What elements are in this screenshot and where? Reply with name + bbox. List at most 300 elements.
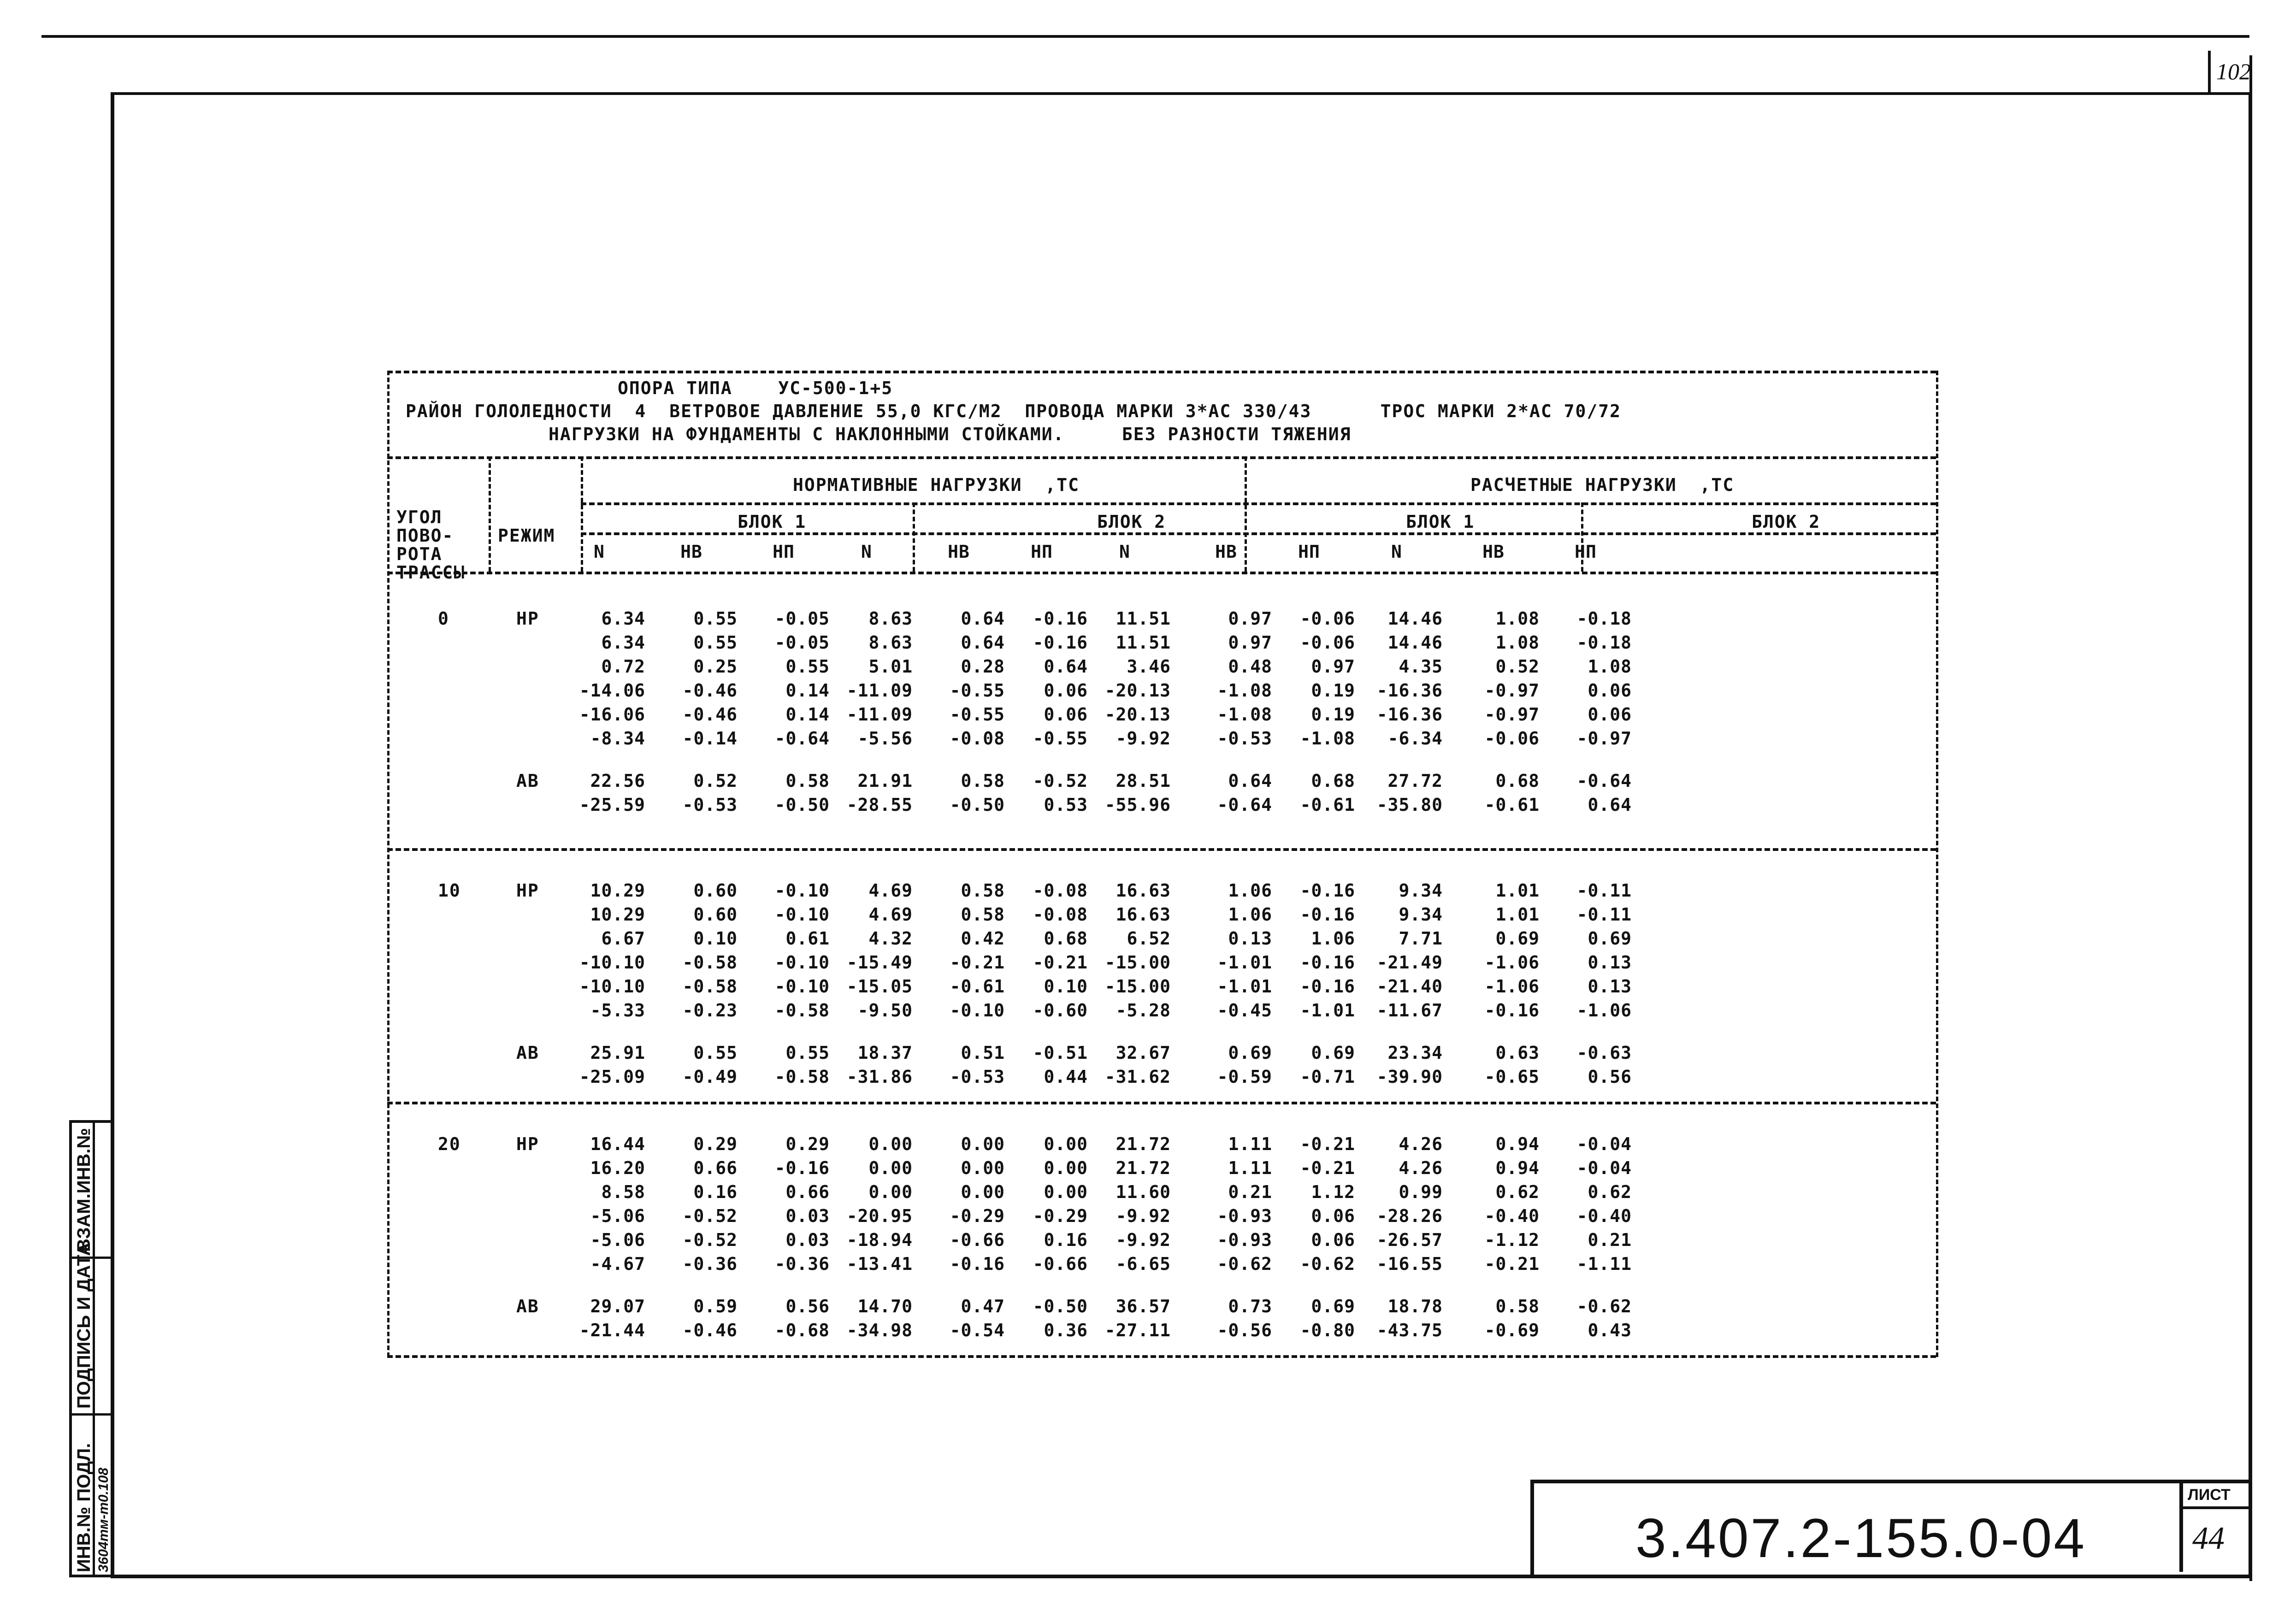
table-cell: -55.96 — [1104, 795, 1171, 815]
subheader-separator-2 — [581, 532, 1936, 535]
table-cell: -0.52 — [682, 1206, 738, 1226]
table-cell: 0.00 — [1044, 1182, 1088, 1202]
table-cell: 0.21 — [1228, 1182, 1272, 1202]
table-cell: 0.25 — [693, 656, 738, 677]
table-cell: 0.43 — [1588, 1320, 1632, 1340]
table-cell: -13.41 — [846, 1254, 913, 1274]
table-cell: -27.11 — [1104, 1320, 1171, 1340]
table-cell: -9.92 — [1116, 1206, 1171, 1226]
table-cell: -35.80 — [1376, 795, 1443, 815]
table-cell: -16.06 — [579, 704, 645, 725]
table-cell: 16.63 — [1116, 880, 1171, 901]
table-cell: 3.46 — [1127, 656, 1171, 677]
table-cell: -0.06 — [1300, 632, 1355, 653]
table-cell: -0.50 — [1033, 1296, 1088, 1316]
table-cell: -0.16 — [950, 1254, 1005, 1274]
table-cell: 0.55 — [785, 656, 830, 677]
table-cell: 5.01 — [868, 656, 913, 677]
top-border — [387, 371, 1936, 373]
vzam-label: ВЗАМ.ИНВ.№ — [74, 1128, 94, 1252]
right-outer-line — [2249, 55, 2252, 1581]
normative-label: НОРМАТИВНЫЕ НАГРУЗКИ ,ТС — [793, 475, 1080, 495]
table-cell: -0.16 — [1300, 880, 1355, 901]
subheader-12: НП — [1575, 542, 1597, 562]
table-cell: -0.53 — [682, 795, 738, 815]
table-cell: -0.97 — [1576, 728, 1632, 749]
angle-label-4: ТРАССЫ — [396, 562, 466, 583]
table-cell: 0.48 — [1228, 656, 1272, 677]
table-cell: 4.26 — [1399, 1134, 1443, 1154]
table-cell: -0.16 — [774, 1158, 830, 1178]
table-cell: -0.62 — [1576, 1296, 1632, 1316]
table-cell: -1.01 — [1217, 952, 1272, 973]
table-cell: -0.06 — [1300, 608, 1355, 629]
table-cell: -0.16 — [1033, 608, 1088, 629]
table-cell: 27.72 — [1387, 771, 1443, 791]
table-cell: 1.11 — [1228, 1158, 1272, 1178]
table-cell: -0.21 — [1300, 1134, 1355, 1154]
table-cell: 1.01 — [1495, 904, 1540, 925]
table-cell: 6.34 — [601, 608, 645, 629]
table-cell: -0.49 — [682, 1067, 738, 1087]
table-cell: -0.10 — [774, 976, 830, 997]
table-cell: 0.64 — [961, 632, 1005, 653]
table-cell: 1.08 — [1495, 608, 1540, 629]
table-cell: 0.47 — [961, 1296, 1005, 1316]
table-cell: -0.66 — [950, 1230, 1005, 1250]
table-cell: -1.12 — [1484, 1230, 1540, 1250]
table-cell: -0.10 — [774, 952, 830, 973]
table-cell: -0.08 — [1033, 880, 1088, 901]
group-separator-2 — [387, 1102, 1936, 1104]
table-cell: -11.09 — [846, 680, 913, 701]
table-cell: -0.62 — [1300, 1254, 1355, 1274]
table-cell: 0.66 — [693, 1158, 738, 1178]
top-sheet-number: 102 — [2216, 59, 2251, 84]
table-cell: 0.55 — [693, 632, 738, 653]
table-cell: -43.75 — [1376, 1320, 1443, 1340]
sign-label: ПОДПИСЬ И ДАТА — [74, 1242, 94, 1409]
table-cell: -25.59 — [579, 795, 645, 815]
mode-value: АВ — [516, 1043, 539, 1063]
table-cell: -9.92 — [1116, 728, 1171, 749]
table-cell: 0.10 — [693, 928, 738, 949]
table-cell: 0.03 — [785, 1206, 830, 1226]
table-cell: 0.62 — [1495, 1182, 1540, 1202]
design-block2-label: БЛОК 2 — [1752, 512, 1821, 532]
table-cell: 0.13 — [1228, 928, 1272, 949]
table-cell: 0.64 — [1228, 771, 1272, 791]
table-cell: 0.56 — [785, 1296, 830, 1316]
table-cell: 0.06 — [1044, 704, 1088, 725]
table-cell: 0.69 — [1588, 928, 1632, 949]
table-cell: 4.35 — [1399, 656, 1443, 677]
table-cell: 0.16 — [1044, 1230, 1088, 1250]
table-cell: 16.63 — [1116, 904, 1171, 925]
table-cell: -0.06 — [1484, 728, 1540, 749]
header-separator — [387, 456, 1936, 459]
table-cell: 22.56 — [590, 771, 645, 791]
table-cell: -1.08 — [1217, 680, 1272, 701]
table-cell: 4.32 — [868, 928, 913, 949]
table-cell: 4.69 — [868, 880, 913, 901]
table-cell: -16.55 — [1376, 1254, 1443, 1274]
table-cell: 0.58 — [1495, 1296, 1540, 1316]
table-cell: -0.58 — [774, 1067, 830, 1087]
table-cell: 0.66 — [785, 1182, 830, 1202]
table-cell: -0.63 — [1576, 1043, 1632, 1063]
table-cell: 0.94 — [1495, 1134, 1540, 1154]
table-cell: -0.69 — [1484, 1320, 1540, 1340]
table-cell: 0.64 — [1044, 656, 1088, 677]
table-cell: -39.90 — [1376, 1067, 1443, 1087]
table-cell: -0.54 — [950, 1320, 1005, 1340]
table-cell: -0.93 — [1217, 1206, 1272, 1226]
table-cell: -16.36 — [1376, 704, 1443, 725]
table-cell: -0.04 — [1576, 1134, 1632, 1154]
table-cell: 0.60 — [693, 880, 738, 901]
table-cell: -0.53 — [950, 1067, 1005, 1087]
table-cell: 0.62 — [1588, 1182, 1632, 1202]
table-cell: -0.16 — [1484, 1000, 1540, 1021]
table-cell: 1.11 — [1228, 1134, 1272, 1154]
table-cell: -0.21 — [1484, 1254, 1540, 1274]
table-cell: 0.00 — [1044, 1158, 1088, 1178]
table-cell: -15.00 — [1104, 952, 1171, 973]
table-cell: -21.49 — [1376, 952, 1443, 973]
table-cell: -0.64 — [1217, 795, 1272, 815]
table-cell: 0.00 — [868, 1134, 913, 1154]
subheader-3: НП — [773, 542, 795, 562]
table-cell: -0.55 — [1033, 728, 1088, 749]
group-separator-1 — [387, 848, 1936, 851]
table-cell: 0.60 — [693, 904, 738, 925]
table-cell: -0.62 — [1217, 1254, 1272, 1274]
table-cell: -1.01 — [1217, 976, 1272, 997]
table-cell: 0.29 — [785, 1134, 830, 1154]
table-cell: 0.52 — [693, 771, 738, 791]
table-cell: -0.61 — [1300, 795, 1355, 815]
table-cell: -0.21 — [1033, 952, 1088, 973]
sheet-value: 44 — [2192, 1521, 2225, 1556]
mode-value: НР — [516, 880, 539, 901]
table-cell: 0.55 — [693, 1043, 738, 1063]
table-cell: 0.28 — [961, 656, 1005, 677]
table-cell: -0.50 — [774, 795, 830, 815]
sheet-cell — [2179, 1483, 2252, 1572]
angle-value: 0 — [438, 608, 449, 629]
table-cell: 14.70 — [857, 1296, 913, 1316]
angle-value: 10 — [438, 880, 461, 901]
subheader-6: НП — [1031, 542, 1053, 562]
table-cell: -10.10 — [579, 976, 645, 997]
table-cell: 0.55 — [785, 1043, 830, 1063]
table-cell: 0.97 — [1228, 632, 1272, 653]
table-cell: -28.26 — [1376, 1206, 1443, 1226]
table-cell: 0.58 — [961, 771, 1005, 791]
table-cell: 0.53 — [1044, 795, 1088, 815]
table-cell: -0.18 — [1576, 632, 1632, 653]
table-cell: -0.10 — [774, 904, 830, 925]
table-cell: -0.21 — [1300, 1158, 1355, 1178]
table-cell: -18.94 — [846, 1230, 913, 1250]
table-cell: 0.16 — [693, 1182, 738, 1202]
left-border — [387, 371, 390, 1357]
table-cell: -0.21 — [950, 952, 1005, 973]
subheader-separator-1 — [581, 502, 1936, 505]
bottom-border — [387, 1355, 1936, 1358]
table-cell: -0.05 — [774, 608, 830, 629]
header-line-2: РАЙОН ГОЛОЛЕДНОСТИ 4 ВЕТРОВОЕ ДАВЛЕНИЕ 55,0 КГС/М2 ПРОВОДА МАРКИ 3*АС 330/43 ТРОС МАРКИ 2*АС 70/72 — [406, 401, 1622, 421]
table-cell: -0.55 — [950, 704, 1005, 725]
table-cell: 18.78 — [1387, 1296, 1443, 1316]
table-cell: 6.34 — [601, 632, 645, 653]
left-approval-strip — [69, 1120, 113, 1577]
subheader-9: НП — [1298, 542, 1320, 562]
table-cell: -0.10 — [774, 880, 830, 901]
table-cell: -26.57 — [1376, 1230, 1443, 1250]
table-cell: 0.94 — [1495, 1158, 1540, 1178]
table-cell: -5.28 — [1116, 1000, 1171, 1021]
table-cell: -0.08 — [950, 728, 1005, 749]
table-cell: 0.00 — [961, 1134, 1005, 1154]
mode-value: АВ — [516, 1296, 539, 1316]
table-cell: 1.08 — [1588, 656, 1632, 677]
table-cell: 21.91 — [857, 771, 913, 791]
table-cell: 0.19 — [1311, 680, 1355, 701]
table-cell: 21.72 — [1116, 1158, 1171, 1178]
table-cell: -0.64 — [774, 728, 830, 749]
table-cell: 0.58 — [961, 904, 1005, 925]
table-cell: 0.14 — [785, 680, 830, 701]
table-cell: 8.58 — [601, 1182, 645, 1202]
table-cell: 0.63 — [1495, 1043, 1540, 1063]
table-cell: -0.60 — [1033, 1000, 1088, 1021]
table-cell: -1.06 — [1484, 976, 1540, 997]
table-cell: -0.18 — [1576, 608, 1632, 629]
table-cell: 0.06 — [1044, 680, 1088, 701]
table-cell: 0.36 — [1044, 1320, 1088, 1340]
angle-value: 20 — [438, 1134, 461, 1154]
table-cell: -0.61 — [1484, 795, 1540, 815]
table-cell: -28.55 — [846, 795, 913, 815]
table-cell: 0.55 — [693, 608, 738, 629]
table-cell: 6.67 — [601, 928, 645, 949]
table-cell: 0.59 — [693, 1296, 738, 1316]
table-cell: 14.46 — [1387, 608, 1443, 629]
table-cell: 18.37 — [857, 1043, 913, 1063]
table-cell: 11.51 — [1116, 632, 1171, 653]
table-cell: 0.19 — [1311, 704, 1355, 725]
table-cell: -4.67 — [590, 1254, 645, 1274]
table-cell: -0.16 — [1300, 904, 1355, 925]
inv-value: 3604тм-т0.108 — [96, 1468, 111, 1572]
table-cell: -9.92 — [1116, 1230, 1171, 1250]
table-cell: -1.08 — [1300, 728, 1355, 749]
table-cell: -15.49 — [846, 952, 913, 973]
table-cell: 21.72 — [1116, 1134, 1171, 1154]
table-cell: 0.00 — [1044, 1134, 1088, 1154]
header-line-3: НАГРУЗКИ НА ФУНДАМЕНТЫ С НАКЛОННЫМИ СТОЙКАМИ. БЕЗ РАЗНОСТИ ТЯЖЕНИЯ — [549, 424, 1352, 444]
table-cell: -20.95 — [846, 1206, 913, 1226]
norm-block2-label: БЛОК 2 — [1097, 512, 1166, 532]
angle-label-3: РОТА — [396, 544, 443, 564]
table-cell: -0.59 — [1217, 1067, 1272, 1087]
table-cell: -6.34 — [1387, 728, 1443, 749]
table-cell: 0.00 — [868, 1158, 913, 1178]
table-cell: 16.20 — [590, 1158, 645, 1178]
table-cell: 0.73 — [1228, 1296, 1272, 1316]
table-cell: -5.06 — [590, 1206, 645, 1226]
table-cell: 0.52 — [1495, 656, 1540, 677]
table-cell: -0.46 — [682, 704, 738, 725]
table-cell: 9.34 — [1399, 880, 1443, 901]
table-cell: -31.62 — [1104, 1067, 1171, 1087]
table-cell: 0.68 — [1044, 928, 1088, 949]
mode-label: РЕЖИМ — [498, 525, 555, 546]
table-cell: 0.58 — [785, 771, 830, 791]
table-cell: 14.46 — [1387, 632, 1443, 653]
table-cell: 1.01 — [1495, 880, 1540, 901]
mode-value: НР — [516, 608, 539, 629]
table-cell: 0.69 — [1495, 928, 1540, 949]
table-cell: 8.63 — [868, 632, 913, 653]
table-cell: -0.45 — [1217, 1000, 1272, 1021]
angle-label-2: ПОВО- — [396, 525, 454, 546]
table-cell: -1.06 — [1484, 952, 1540, 973]
table-cell: -0.97 — [1484, 704, 1540, 725]
table-cell: 11.51 — [1116, 608, 1171, 629]
table-cell: 36.57 — [1116, 1296, 1171, 1316]
table-cell: -8.34 — [590, 728, 645, 749]
table-cell: 0.97 — [1311, 656, 1355, 677]
table-cell: 11.60 — [1116, 1182, 1171, 1202]
table-cell: -0.55 — [950, 680, 1005, 701]
table-cell: -0.16 — [1300, 976, 1355, 997]
table-cell: -0.05 — [774, 632, 830, 653]
table-cell: 0.44 — [1044, 1067, 1088, 1087]
table-cell: 1.12 — [1311, 1182, 1355, 1202]
title-stamp — [1530, 1480, 2249, 1576]
table-cell: -5.56 — [857, 728, 913, 749]
table-cell: -0.14 — [682, 728, 738, 749]
table-cell: 23.34 — [1387, 1043, 1443, 1063]
subheader-4: N — [861, 542, 872, 562]
table-cell: 0.69 — [1311, 1296, 1355, 1316]
table-cell: -0.97 — [1484, 680, 1540, 701]
angle-label-1: УГОЛ — [396, 507, 443, 527]
subheader-7: N — [1119, 542, 1130, 562]
table-cell: -20.13 — [1104, 704, 1171, 725]
load-table-printout — [387, 369, 1941, 1360]
table-cell: 0.00 — [868, 1182, 913, 1202]
table-cell: -5.33 — [590, 1000, 645, 1021]
table-cell: -0.16 — [1300, 952, 1355, 973]
table-cell: -0.58 — [682, 976, 738, 997]
table-cell: 0.68 — [1311, 771, 1355, 791]
table-cell: -0.58 — [682, 952, 738, 973]
table-cell: 7.71 — [1399, 928, 1443, 949]
table-cell: -0.46 — [682, 1320, 738, 1340]
table-cell: 0.00 — [961, 1182, 1005, 1202]
table-cell: -0.50 — [950, 795, 1005, 815]
table-cell: 0.61 — [785, 928, 830, 949]
table-cell: 10.29 — [590, 880, 645, 901]
table-cell: -0.52 — [682, 1230, 738, 1250]
table-cell: -0.29 — [950, 1206, 1005, 1226]
table-cell: -0.40 — [1576, 1206, 1632, 1226]
table-cell: -1.08 — [1217, 704, 1272, 725]
table-cell: -15.05 — [846, 976, 913, 997]
mode-value: НР — [516, 1134, 539, 1154]
table-cell: 10.29 — [590, 904, 645, 925]
table-cell: -14.06 — [579, 680, 645, 701]
table-cell: -21.40 — [1376, 976, 1443, 997]
table-cell: -0.64 — [1576, 771, 1632, 791]
table-cell: 9.34 — [1399, 904, 1443, 925]
table-cell: 16.44 — [590, 1134, 645, 1154]
table-cell: -11.67 — [1376, 1000, 1443, 1021]
table-cell: 4.26 — [1399, 1158, 1443, 1178]
table-cell: -31.86 — [846, 1067, 913, 1087]
document-code: 3.407.2-155.0-04 — [1635, 1507, 2087, 1569]
table-cell: 0.13 — [1588, 952, 1632, 973]
table-cell: 0.56 — [1588, 1067, 1632, 1087]
table-cell: -21.44 — [579, 1320, 645, 1340]
table-cell: -0.08 — [1033, 904, 1088, 925]
design-label: РАСЧЕТНЫЕ НАГРУЗКИ ,ТС — [1470, 475, 1735, 495]
table-cell: -0.71 — [1300, 1067, 1355, 1087]
top-sheet-number-box — [2208, 51, 2252, 95]
table-cell: -0.53 — [1217, 728, 1272, 749]
table-cell: -0.40 — [1484, 1206, 1540, 1226]
table-cell: -1.11 — [1576, 1254, 1632, 1274]
table-cell: 1.06 — [1228, 904, 1272, 925]
table-cell: 0.42 — [961, 928, 1005, 949]
table-cell: -0.61 — [950, 976, 1005, 997]
table-cell: -0.23 — [682, 1000, 738, 1021]
subheader-10: N — [1391, 542, 1402, 562]
table-cell: 0.03 — [785, 1230, 830, 1250]
table-cell: -0.93 — [1217, 1230, 1272, 1250]
table-cell: 1.06 — [1228, 880, 1272, 901]
table-cell: -0.04 — [1576, 1158, 1632, 1178]
table-cell: -5.06 — [590, 1230, 645, 1250]
table-cell: -0.68 — [774, 1320, 830, 1340]
right-border — [1936, 371, 1938, 1357]
table-cell: 0.21 — [1588, 1230, 1632, 1250]
design-block1-label: БЛОК 1 — [1406, 512, 1475, 532]
table-cell: -0.11 — [1576, 904, 1632, 925]
table-cell: -0.65 — [1484, 1067, 1540, 1087]
table-cell: -25.09 — [579, 1067, 645, 1087]
table-cell: 0.72 — [601, 656, 645, 677]
subheader-1: N — [594, 542, 605, 562]
table-cell: 0.69 — [1228, 1043, 1272, 1063]
table-cell: -10.10 — [579, 952, 645, 973]
table-cell: -0.66 — [1033, 1254, 1088, 1274]
table-cell: -0.16 — [1033, 632, 1088, 653]
table-cell: 0.13 — [1588, 976, 1632, 997]
table-cell: 0.06 — [1588, 680, 1632, 701]
table-cell: 28.51 — [1116, 771, 1171, 791]
table-cell: -15.00 — [1104, 976, 1171, 997]
mode-value: АВ — [516, 771, 539, 791]
sheet-label: ЛИСТ — [2188, 1486, 2231, 1504]
table-cell: 1.08 — [1495, 632, 1540, 653]
table-cell: -0.10 — [950, 1000, 1005, 1021]
table-cell: -0.29 — [1033, 1206, 1088, 1226]
